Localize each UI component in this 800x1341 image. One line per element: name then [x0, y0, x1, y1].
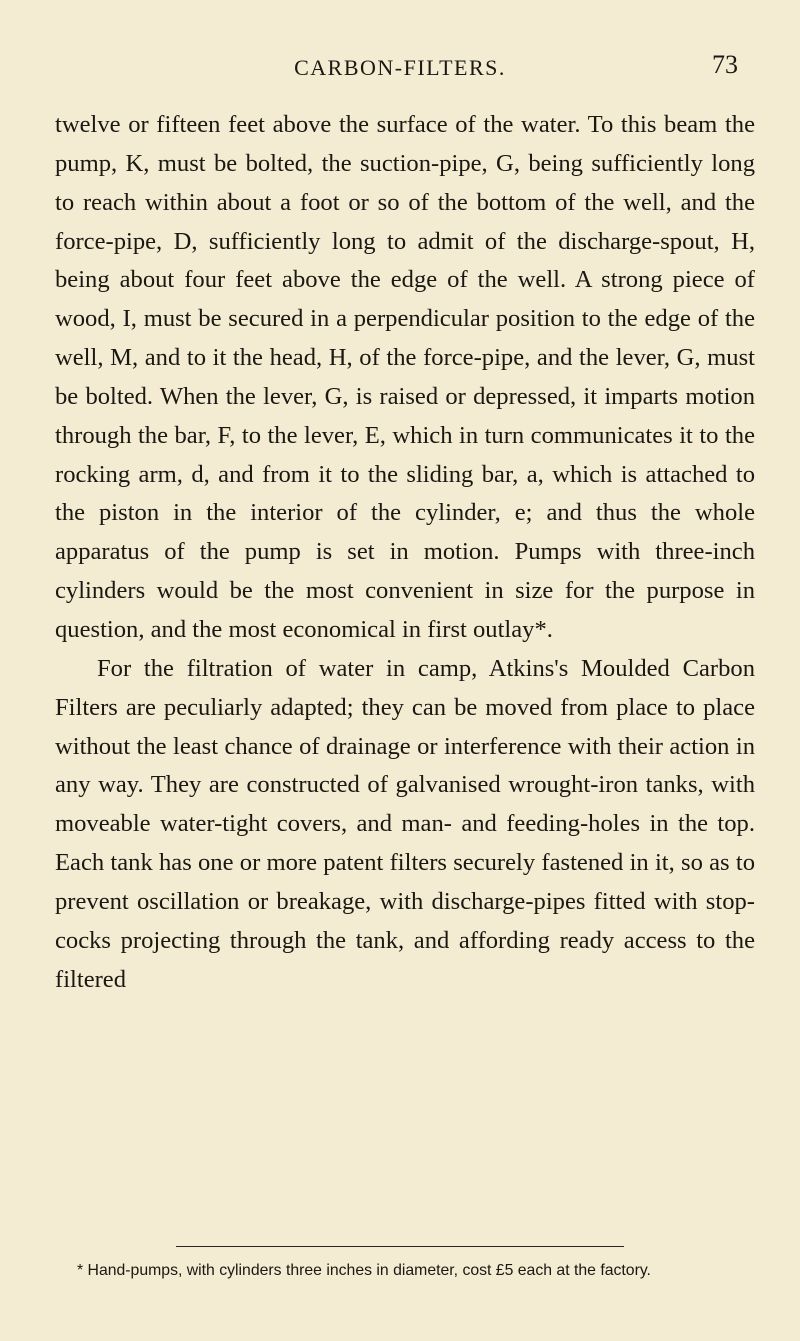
footnote: * Hand-pumps, with cylinders three inches in diameter, cost £5 each at the factory.: [77, 1262, 651, 1279]
footnote-rule: [176, 1246, 624, 1247]
paragraph: For the filtration of water in camp, Atkins's Moulded Carbon Filters are peculiarly adapted; they can be moved from place to place without the least chance of drainage or interference with their action in any way. They are constructed of galvanised wrought-iron tanks, with moveable water-tight covers, and man- and feeding-holes in the top. Each tank has one or more patent filters securely fastened in it, so as to prevent oscillation or breakage, with discharge-pipes fitted with stop-cocks projecting through the tank, and affording ready access to the filtered: [55, 654, 755, 993]
running-title: CARBON-FILTERS.: [294, 55, 506, 80]
body-text: [55, 106, 755, 999]
page-number: 73: [712, 50, 738, 79]
paragraph: twelve or fifteen feet above the surface of the water. To this beam the pump, K, must be bolted, the suction-pipe, G, being sufficiently long to reach within about a foot or so of the bottom of the well, and the force-pipe, D, sufficiently long to admit of the discharge-spout, H, being about four feet above the edge of the well. A strong piece of wood, I, must be secured in a perpendicular position to the edge of the well, M, and to it the head, H, of the force-pipe, and the lever, G, must be bolted. When the lever, G, is raised or depressed, it imparts motion through the bar, F, to the lever, E, which in turn communicates it to the rocking arm, d, and from it to the sliding bar, a, which is attached to the piston in the interior of the cylinder, e; and thus the whole apparatus of the pump is set in motion. Pumps with three-inch cylinders would be the most convenient in size for the purpose in question, and the most economical in first outlay*.: [55, 111, 755, 643]
